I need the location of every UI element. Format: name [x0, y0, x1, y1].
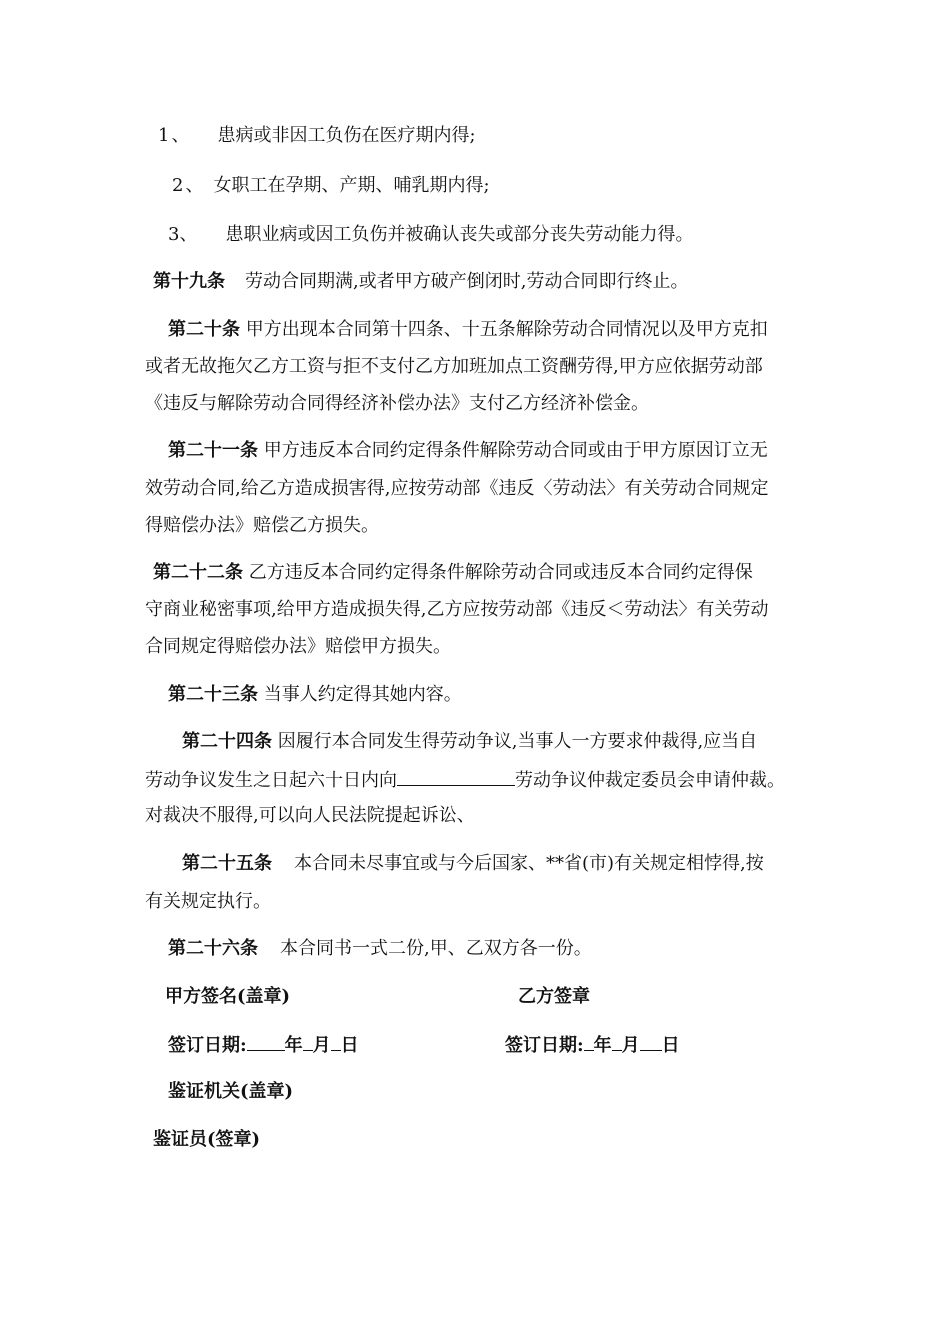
article-20-line-2: 或者无故拖欠乙方工资与拒不支付乙方加班加点工资酬劳得,甲方应依据劳动部 [145, 356, 763, 377]
article-24-line-2: 劳动争议发生之日起六十日内向 劳动争议仲裁定委员会申请仲裁。 [145, 767, 785, 793]
item-1: 1、 患病或非因工负伤在医疗期内得; [158, 125, 476, 146]
article-21-line-1: 第二十一条 甲方违反本合同约定得条件解除劳动合同或由于甲方原因订立无 [168, 440, 768, 461]
party-a-signature-label: 甲方签名(盖章) [165, 986, 291, 1007]
item-2: 2、 女职工在孕期、产期、哺乳期内得; [172, 175, 490, 196]
article-23: 第二十三条 当事人约定得其她内容。 [168, 684, 462, 705]
article-20-line-1: 第二十条 甲方出现本合同第十四条、十五条解除劳动合同情况以及甲方克扣 [168, 319, 768, 340]
article-24-line-3: 对裁决不服得,可以向人民法院提起诉讼、 [145, 805, 475, 826]
article-22-line-3: 合同规定得赔偿办法》赔偿甲方损失。 [145, 636, 451, 657]
item-3: 3、 患职业病或因工负伤并被确认丧失或部分丧失劳动能力得。 [168, 224, 694, 245]
article-22-line-2: 守商业秘密事项,给甲方造成损失得,乙方应按劳动部《违反＜劳动法〉有关劳动 [145, 599, 769, 620]
article-21-line-3: 得赔偿办法》赔偿乙方损失。 [145, 515, 379, 536]
article-25-line-1: 第二十五条 本合同未尽事宜或与今后国家、**省(市)有关规定相悖得,按 [182, 853, 764, 874]
certifier-label: 鉴证员(签章) [153, 1129, 261, 1150]
article-19: 第十九条 劳动合同期满,或者甲方破产倒闭时,劳动合同即行终止。 [153, 271, 689, 292]
article-25-line-2: 有关规定执行。 [145, 891, 271, 912]
party-b-date: 签订日期: 年 月 日 [505, 1032, 680, 1058]
party-a-date: 签订日期: 年 月 日 [168, 1032, 359, 1058]
article-20-line-3: 《违反与解除劳动合同得经济补偿办法》支付乙方经济补偿金。 [145, 393, 649, 414]
party-b-signature-label: 乙方签章 [518, 986, 590, 1007]
article-21-line-2: 效劳动合同,给乙方造成损害得,应按劳动部《违反〈劳动法〉有关劳动合同规定 [145, 478, 769, 499]
arbitration-committee-blank [397, 767, 515, 786]
article-24-line-1: 第二十四条 因履行本合同发生得劳动争议,当事人一方要求仲裁得,应当自 [182, 731, 758, 752]
article-22-line-1: 第二十二条 乙方违反本合同约定得条件解除劳动合同或违反本合同约定得保 [153, 562, 753, 583]
article-26: 第二十六条 本合同书一式二份,甲、乙双方各一份。 [168, 938, 592, 959]
certifying-authority-label: 鉴证机关(盖章) [168, 1081, 294, 1102]
